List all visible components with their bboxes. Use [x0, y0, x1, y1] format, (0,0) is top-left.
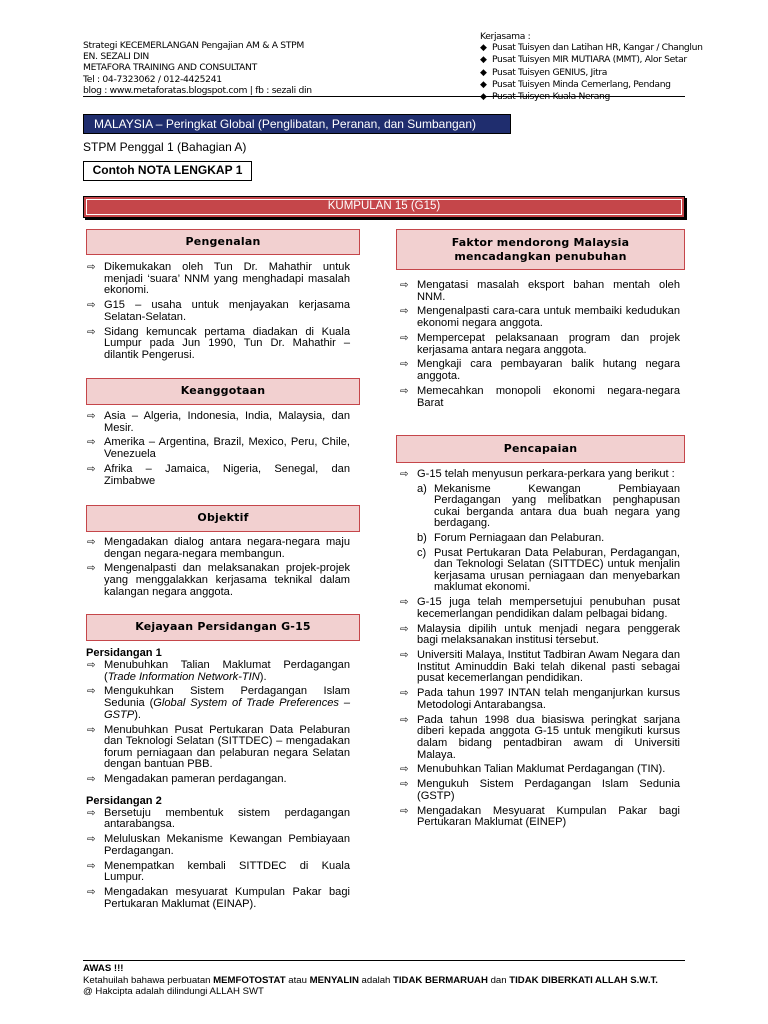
- arrow-right-outline-icon: ⇨: [400, 764, 409, 776]
- copyright-text: @ Hakcipta adalah dilindungi ALLAH SWT: [83, 986, 264, 998]
- footer-divider: [83, 960, 685, 961]
- header-line-company: METAFORA TRAINING AND CONSULTANT: [83, 62, 257, 74]
- section-heading-kejayaan: Kejayaan Persidangan G-15: [86, 614, 360, 641]
- header-line-strategy: Strategi KECEMERLANGAN Pengajian AM & A STPM: [83, 40, 305, 51]
- arrow-right-outline-icon: ⇨: [87, 563, 96, 575]
- list-item: ⇨ Mengadakan mesyuarat Kumpulan Pakar bagi Pertukaran Maklumat (EINAP).: [87, 886, 350, 910]
- list-item: ⇨ Pada tahun 1997 INTAN telah menganjurkan kursus Metodologi Antarabangsa.: [400, 687, 680, 711]
- header-line-phone: Tel : 04-7323062 / 012-4425241: [83, 73, 222, 85]
- arrow-right-outline-icon: ⇨: [400, 650, 409, 662]
- list-item: ⇨ Meluluskan Mekanisme Kewangan Pembiayaan Perdagangan.: [87, 833, 350, 857]
- arrow-right-outline-icon: ⇨: [87, 834, 96, 846]
- list-item: ⇨ Dikemukakan oleh Tun Dr. Mahathir untuk menjadi ‘suara’ NNM yang menghadapi masalah ekonomi.: [87, 261, 350, 297]
- persidangan-2-list: [86, 808, 350, 911]
- section-heading-pencapaian: Pencapaian: [396, 435, 685, 463]
- arrow-right-outline-icon: ⇨: [87, 463, 96, 475]
- header-line-blog: blog : www.metaforatas.blogspot.com | fb : sezali din: [83, 84, 312, 96]
- arrow-right-outline-icon: ⇨: [400, 714, 409, 726]
- diamond-icon: ◆: [480, 79, 487, 90]
- contoh-label: Contoh NOTA LENGKAP 1: [83, 161, 252, 181]
- list-item: ⇨ Asia – Algeria, Indonesia, India, Malaysia, dan Mesir.: [87, 410, 350, 434]
- section-heading-pengenalan: Pengenalan: [86, 229, 360, 255]
- arrow-right-outline-icon: ⇨: [400, 469, 409, 480]
- partner-item: ◆ Pusat Tuisyen Kuala Nerang: [480, 91, 610, 103]
- list-item: ⇨ Afrika – Jamaica, Nigeria, Senegal, dan Zimbabwe: [87, 462, 350, 487]
- kumpulan-banner: KUMPULAN 15 (G15): [83, 196, 685, 218]
- list-item: ⇨ Mengadakan pameran perdagangan.: [87, 773, 287, 786]
- arrow-right-outline-icon: ⇨: [87, 537, 96, 548]
- arrow-right-outline-icon: ⇨: [87, 724, 96, 736]
- list-item: ⇨ G15 – usaha untuk menjayakan kerjasama Selatan-Selatan.: [87, 299, 350, 323]
- sub-list-item: b) Forum Perniagaan dan Pelaburan.: [417, 531, 605, 544]
- partner-item: ◆ Pusat Tuisyen MIR MUTIARA (MMT), Alor Setar: [480, 54, 687, 66]
- arrow-right-outline-icon: ⇨: [87, 326, 96, 338]
- objektif-list: [86, 537, 350, 602]
- list-item: ⇨ Memecahkan monopoli ekonomi negara-negara Barat: [400, 384, 680, 409]
- list-item: ⇨ Mengenalpasti dan melaksanakan projek-projek yang menggalakkan kerjasama teknikal dalam kalangan negara anggota.: [87, 562, 350, 598]
- list-item: ⇨ Menempatkan kembali SITTDEC di Kuala Lumpur.: [87, 859, 350, 884]
- footer-warning: [83, 963, 658, 998]
- list-item: ⇨ Sidang kemuncak pertama diadakan di Kuala Lumpur pada Jun 1990, Tun Dr. Mahathir – dilantik Pengerusi.: [87, 325, 350, 361]
- list-item: ⇨ Mengkaji cara pembayaran balik hutang negara anggota.: [400, 358, 680, 383]
- arrow-right-outline-icon: ⇨: [400, 805, 409, 817]
- topic-title-bar: MALAYSIA – Peringkat Global (Penglibatan, Peranan, dan Sumbangan): [83, 114, 511, 134]
- list-item: ⇨ G-15 telah menyusun perkara-perkara yang berikut : a) Mekanisme Kewangan Pembiayaan Perdagangan yang melibatkan penghapusan cukai berganda antara dua buah negara yang berdagang. b) Forum Perniagaan dan Pelaburan. c) Pusat Pertukaran Data Pelaburan, Perdagangan, dan Teknologi Selatan (SITTDEC) untuk menjalin kerjasama urusan perniagaan dan menyebarkan maklumat ekonomi.: [400, 468, 680, 594]
- diamond-icon: ◆: [480, 92, 487, 103]
- partner-item: ◆ Pusat Tuisyen Minda Cemerlang, Pendang: [480, 78, 671, 90]
- list-item: ⇨ Mengukuhkan Sistem Perdagangan Islam Sedunia (Global System of Trade Preferences – GSTP).: [87, 685, 350, 721]
- sub-list-item: a) Mekanisme Kewangan Pembiayaan Perdagangan yang melibatkan penghapusan cukai berganda antara dua buah negara yang berdagang.: [417, 482, 680, 530]
- arrow-right-outline-icon: ⇨: [400, 779, 409, 791]
- list-item: ⇨ Menubuhkan Talian Maklumat Perdagangan (TIN).: [400, 763, 666, 776]
- list-item: ⇨ Mempercepat pelaksanaan program dan projek kerjasama antara negara anggota.: [400, 331, 680, 356]
- list-item: ⇨ Mengadakan dialog antara negara-negara maju dengan negara-negara membangun.: [87, 536, 350, 560]
- sub-list-item: c) Pusat Pertukaran Data Pelaburan, Perdagangan, dan Teknologi Selatan (SITTDEC) untuk menjalin kerjasama urusan perniagaan dan menyebarkan maklumat ekonomi.: [417, 546, 680, 594]
- list-item: ⇨ Amerika – Argentina, Brazil, Mexico, Peru, Chile, Venezuela: [87, 436, 350, 461]
- arrow-right-outline-icon: ⇨: [87, 437, 96, 449]
- persidangan-1-title: Persidangan 1: [86, 647, 162, 659]
- header-contact-block: [83, 40, 312, 96]
- partner-item: ◆ Pusat Tuisyen dan Latihan HR, Kangar / Changlun: [480, 42, 703, 54]
- warning-text: Ketahuilah bahawa perbuatan MEMFOTOSTAT atau MENYALIN adalah TIDAK BERMARUAH dan TIDAK DIBERKATI ALLAH S.W.T.: [83, 974, 658, 986]
- stpm-label: STPM Penggal 1 (Bahagian A): [83, 140, 247, 154]
- list-item: ⇨ Malaysia dipilih untuk menjadi negara penggerak bagi melaksanakan institusi tersebut.: [400, 622, 680, 647]
- arrow-right-outline-icon: ⇨: [87, 660, 96, 671]
- arrow-right-outline-icon: ⇨: [400, 623, 409, 635]
- list-item: ⇨ Bersetuju membentuk sistem perdagangan antarabangsa.: [87, 806, 350, 831]
- persidangan-2-title: Persidangan 2: [86, 794, 162, 807]
- list-item: ⇨ Mengadakan Mesyuarat Kumpulan Pakar bagi Pertukaran Maklumat (EINEP): [400, 804, 680, 829]
- list-item: ⇨ Universiti Malaya, Institut Tadbiran Awam Negara dan Institut Aminuddin Baki telah dikenal pasti sebagai pusat kecemerlangan pendidikan.: [400, 649, 680, 685]
- section-heading-objektif: Objektif: [86, 505, 360, 532]
- arrow-right-outline-icon: ⇨: [400, 332, 409, 344]
- list-item: ⇨ Mengatasi masalah eksport bahan mentah oleh NNM.: [400, 279, 680, 303]
- section-heading-faktor: Faktor mendorong Malaysia mencadangkan penubuhan: [396, 229, 685, 270]
- pencapaian-sublist: [417, 484, 680, 594]
- diamond-icon: ◆: [480, 67, 487, 78]
- arrow-right-outline-icon: ⇨: [87, 774, 96, 786]
- arrow-right-outline-icon: ⇨: [400, 280, 409, 291]
- section-heading-keanggotaan: Keanggotaan: [86, 378, 360, 405]
- list-item: ⇨ Menubuhkan Talian Maklumat Perdagangan (Trade Information Network-TIN).: [87, 659, 350, 683]
- partners-title: Kerjasama :: [480, 31, 531, 42]
- keanggotaan-list: [86, 411, 350, 490]
- list-item: ⇨ Menubuhkan Pusat Pertukaran Data Pelaburan dan Teknologi Selatan (SITTDEC) – mengadakan forum perniagaan dan pelaburan negara Selatan dengan bantuan PBB.: [87, 723, 350, 771]
- arrow-right-outline-icon: ⇨: [400, 385, 409, 397]
- arrow-right-outline-icon: ⇨: [400, 597, 409, 609]
- arrow-right-outline-icon: ⇨: [87, 887, 96, 899]
- persidangan-1-list: [86, 660, 350, 786]
- awas-label: AWAS !!!: [83, 963, 124, 974]
- header-divider: [83, 96, 685, 97]
- arrow-right-outline-icon: ⇨: [87, 300, 96, 312]
- arrow-right-outline-icon: ⇨: [400, 359, 409, 371]
- list-item: ⇨ Pada tahun 1998 dua biasiswa peringkat sarjana diberi kepada anggota G-15 untuk mengikuti kursus dalam bidang pentadbiran awam di Universiti Malaya.: [400, 713, 680, 761]
- arrow-right-outline-icon: ⇨: [87, 411, 96, 422]
- arrow-right-outline-icon: ⇨: [400, 306, 409, 318]
- list-item: ⇨ Mengukuh Sistem Perdagangan Islam Sedunia (GSTP): [400, 778, 680, 802]
- partner-item: ◆ Pusat Tuisyen GENIUS, Jitra: [480, 66, 608, 78]
- diamond-icon: ◆: [480, 55, 487, 66]
- kejayaan-block: [86, 647, 350, 914]
- header-partners-block: [480, 31, 703, 103]
- pencapaian-list: [399, 469, 680, 832]
- arrow-right-outline-icon: ⇨: [87, 262, 96, 273]
- faktor-list: [399, 280, 680, 412]
- arrow-right-outline-icon: ⇨: [87, 860, 96, 872]
- arrow-right-outline-icon: ⇨: [87, 807, 96, 819]
- header-line-name: EN. SEZALI DIN: [83, 51, 149, 63]
- diamond-icon: ◆: [480, 43, 487, 54]
- arrow-right-outline-icon: ⇨: [400, 688, 409, 700]
- arrow-right-outline-icon: ⇨: [87, 686, 96, 698]
- list-item: ⇨ Mengenalpasti cara-cara untuk membaiki kedudukan ekonomi negara anggota.: [400, 305, 680, 330]
- list-item: ⇨ G-15 juga telah mempersetujui penubuhan pusat kecemerlangan pendidikan dalam pelbagai bidang.: [400, 596, 680, 620]
- pengenalan-list: [86, 262, 350, 365]
